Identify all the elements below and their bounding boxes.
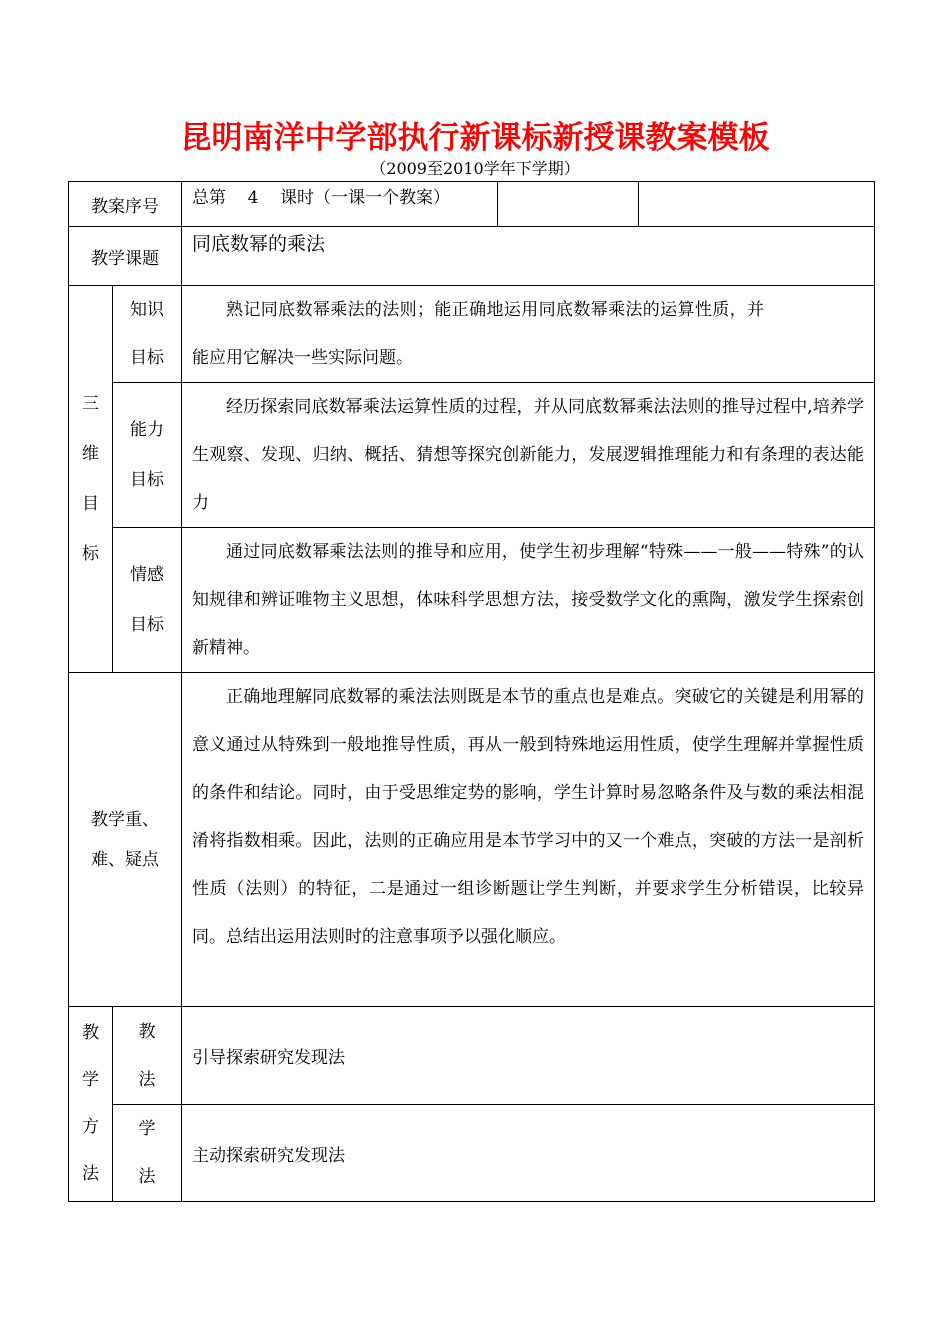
focus-text-cell: [182, 673, 875, 1007]
page-title: 昆明南洋中学部执行新课标新授课教案模板: [180, 120, 770, 156]
methods-char-3: 方: [82, 1117, 99, 1137]
goals-char-3: 目: [82, 494, 99, 514]
ability-label-line-2: 目标: [130, 470, 164, 490]
goals-char-1: 三: [82, 394, 99, 414]
seq-value-cell: [182, 182, 498, 227]
emotion-label-line-2: 目标: [130, 615, 164, 635]
row-seq: [69, 182, 875, 227]
goals-group-label: [69, 286, 113, 673]
topic-label-cell: [69, 227, 182, 286]
topic-value: 同底数幂的乘法: [192, 233, 326, 255]
learn-label-cell: [113, 1105, 182, 1202]
row-topic: [69, 227, 875, 286]
methods-group-label: [69, 1007, 113, 1202]
teach-label-char-1: 教: [138, 1021, 156, 1042]
row-learn-method: [69, 1105, 875, 1202]
seq-label-cell: [69, 182, 182, 227]
teach-label-char-2: 法: [138, 1069, 156, 1090]
teach-label-cell: [113, 1007, 182, 1105]
ability-label-line-1: 能力: [130, 420, 164, 440]
learn-text-cell: [182, 1105, 875, 1202]
methods-char-1: 教: [82, 1023, 99, 1043]
knowledge-label-line-2: 目标: [130, 348, 164, 368]
seq-empty-cell-1: [498, 182, 639, 227]
topic-label: 教学课题: [91, 248, 159, 269]
teach-text-cell: [182, 1007, 875, 1105]
ability-text: 经历探索同底数幂乘法运算性质的过程，并从同底数幂乘法法则的推导过程中,培养学生观察、发现、归纳、概括、猜想等探究创新能力，发展逻辑推理能力和有条理的表达能力: [192, 397, 864, 513]
ability-label-cell: [113, 383, 182, 528]
ability-text-cell: [182, 383, 875, 528]
knowledge-label-line-1: 知识: [130, 300, 164, 320]
seq-value: 总第 4 课时（一课一个教案）: [192, 188, 451, 208]
methods-char-4: 法: [82, 1164, 99, 1184]
emotion-text: 通过同底数幂乘法法则的推导和应用，使学生初步理解“特殊——一般——特殊”的认知规律和辨证唯物主义思想，体味科学思想方法，接受数学文化的熏陶，激发学生探索创新精神。: [192, 542, 864, 658]
lesson-plan-table: [68, 181, 875, 1202]
knowledge-label-cell: [113, 286, 182, 383]
teach-text: 引导探索研究发现法: [192, 1048, 345, 1068]
goals-char-4: 标: [82, 544, 99, 564]
topic-value-cell: [182, 227, 875, 286]
row-emotion: [69, 528, 875, 673]
page-subtitle: （2009至2010学年下学期）: [370, 159, 580, 178]
knowledge-text: 熟记同底数幂乘法的法则；能正确地运用同底数幂乘法的运算性质，并能应用它解决一些实际问题。: [192, 300, 764, 368]
knowledge-text-cell: [182, 286, 875, 383]
focus-label-line-1: 教学重、: [91, 809, 159, 830]
emotion-label-cell: [113, 528, 182, 673]
row-teach-method: [69, 1007, 875, 1105]
learn-text: 主动探索研究发现法: [192, 1145, 345, 1166]
learn-label-char-1: 学: [138, 1119, 156, 1139]
row-ability: [69, 383, 875, 528]
learn-label-char-2: 法: [138, 1167, 156, 1187]
seq-empty-cell-2: [639, 182, 875, 227]
emotion-label-line-1: 情感: [130, 565, 164, 585]
focus-label-line-2: 难、疑点: [91, 849, 159, 870]
seq-label: 教案序号: [91, 196, 159, 217]
focus-label-cell: [69, 673, 182, 1007]
focus-text: 正确地理解同底数幂的乘法法则既是本节的重点也是难点。突破它的关键是利用幂的意义通过从特殊到一般地推导性质，再从一般到特殊地运用性质，使学生理解并掌握性质的条件和结论。同时，由于受思维定势的影响，学生计算时易忽略条件及与数的乘法相混淆将指数相乘。因此，法则的正确应用是本节学习中的又一个难点，突破的方法一是剖析性质（法则）的特征，二是通过一组诊断题让学生判断，并要求学生分析错误，比较异同。总结出运用法则时的注意事项予以强化顺应。: [192, 687, 864, 947]
goals-char-2: 维: [82, 444, 99, 464]
emotion-text-cell: [182, 528, 875, 673]
row-focus: [69, 673, 875, 1007]
methods-char-2: 学: [82, 1070, 99, 1090]
row-knowledge: [69, 286, 875, 383]
